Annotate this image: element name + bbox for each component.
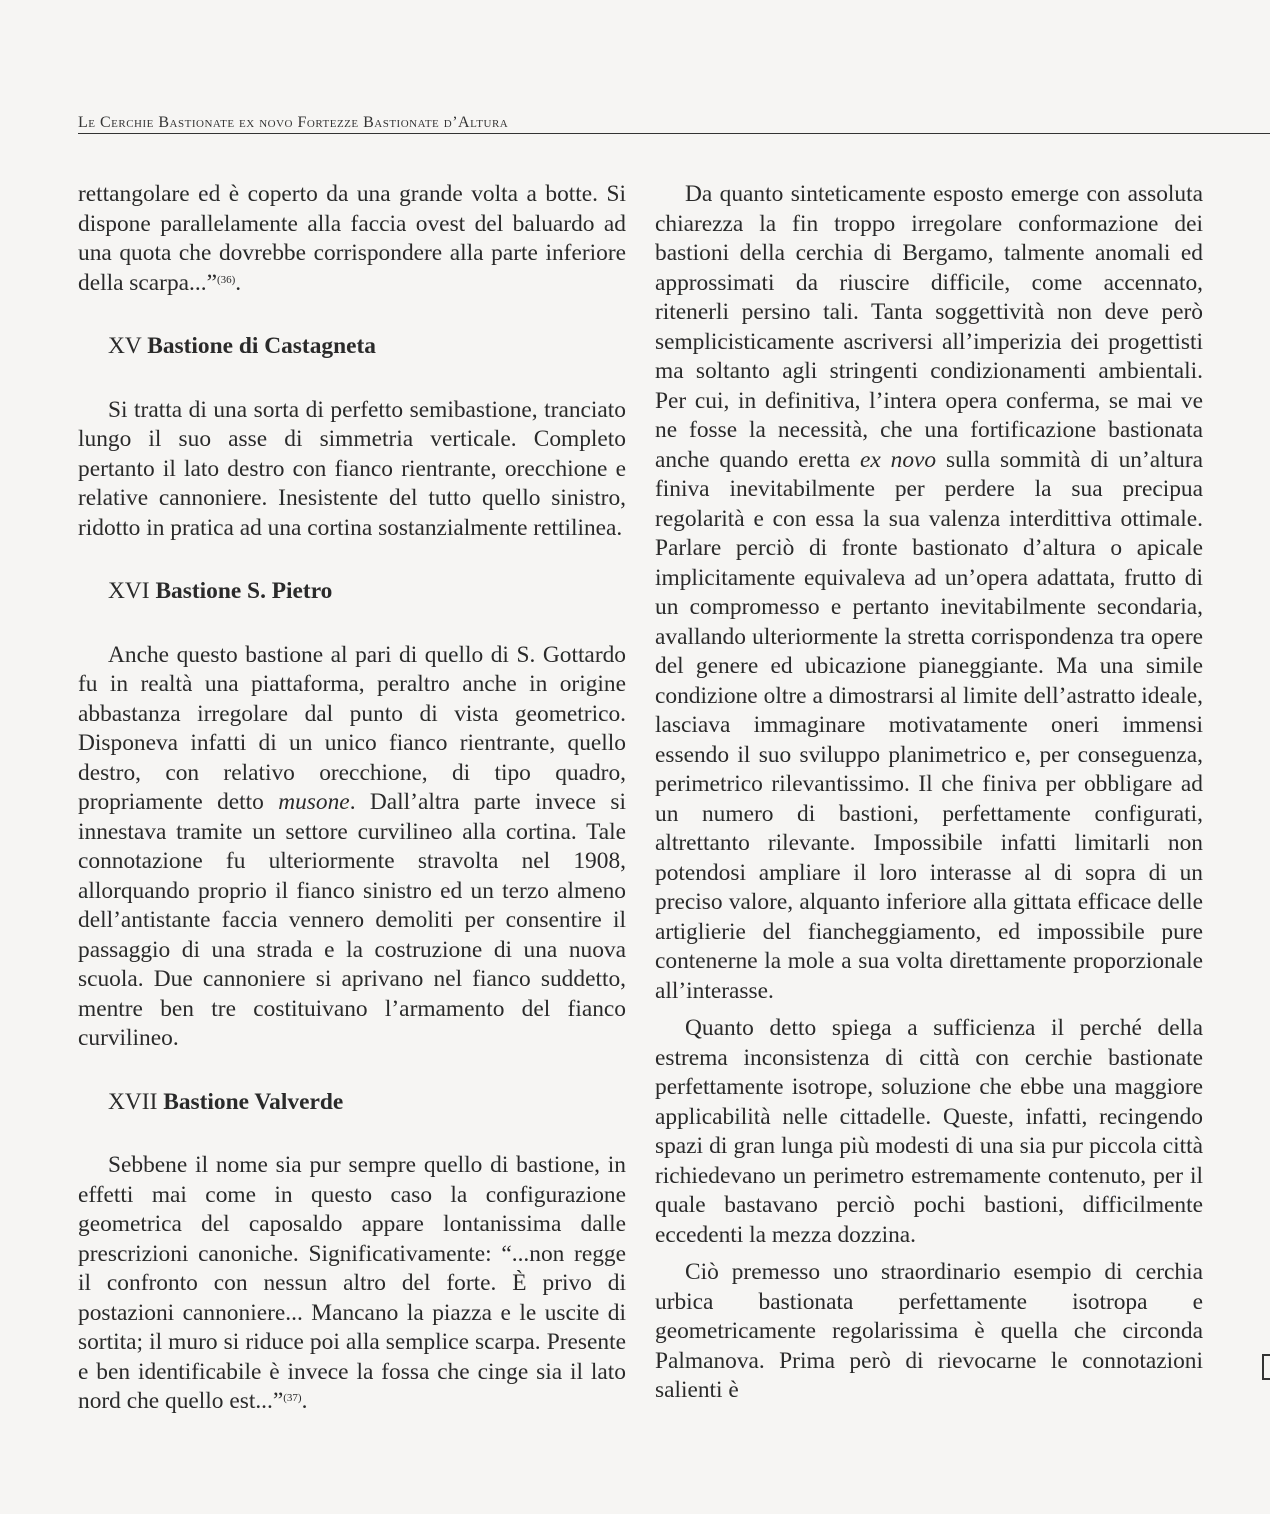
- paragraph: Da quanto sinteticamente esposto emerge con assoluta chiarezza la fin troppo irregolare conformazione dei bastioni della cerchia di Bergamo, talmente anomali ed approssimati da riuscire difficile, come accennato, ritenerli persino tali. Tanta soggettività non deve però semplicisticamente ascriversi all’imperizia dei progettisti ma soltanto agli stringenti condizionamenti ambientali. Per cui, in definitiva, l’intera opera conferma, se mai ve ne fosse la necessità, che una fortificazione bastionata anche quando eretta ex novo sulla sommità di un’altura finiva inevitabilmente per perdere la sua precipua regolarità e con essa la sua valenza interdittiva ottimale. Parlare perciò di fronte bastionato d’altura o apicale implicitamente equivaleva ad un’opera adattata, frutto di un compromesso e pertanto inevitabilmente secondaria, avallando ulteriormente la stretta corrispondenza tra opere del genere ed ubicazione pianeggiante. Ma una simile condizione oltre a dimostrarsi al limite dell’astratto ideale, lasciava immaginare motivatamente oneri immensi essendo il suo sviluppo planimetrico e, per conseguenza, perimetrico rilevantissimo. Il che finiva per obbligare ad un numero di bastioni, perfettamente configurati, altrettanto rilevante. Impossibile infatti limitarli non potendosi ampliare il loro interasse al di sopra di un preciso valore, alquanto inferiore alla gittata efficace delle artiglierie del fiancheggiamento, ed impossibile pure contenerne la mole a sua volta direttamente proporzionale all’interasse.: [655, 181, 1203, 1004]
- section-heading-xv: XV Bastione di Castagneta: [108, 333, 376, 359]
- section-heading-xvii: XVII Bastione Valverde: [108, 1088, 344, 1115]
- section-heading-xvi: XVI Bastione S. Pietro: [108, 578, 333, 604]
- paragraph: Anche questo bastione al pari di quello di S. Gottardo fu in realtà una piattaforma, peraltro anche in origine abbastanza irregolare dal punto di vista geometrico. Disponeva infatti di un unico fianco rientrante, quello destro, con relativo orecchione, di tipo quadro, propriamente detto musone. Dall’altra parte invece si innestava tramite un settore curvilineo alla cortina. Tale connotazione fu ulteriormente stravolta nel 1908, allorquando proprio il fianco sinistro ed un terzo almeno dell’antistante faccia vennero demoliti per consentire il passaggio di una strada e la costruzione di una nuova scuola. Due cannoniere si aprivano nel fianco suddetto, mentre ben tre costituivano l’armamento del fianco curvilineo.: [78, 641, 627, 1051]
- running-head: Le Cerchie Bastionate ex novo Fortezze Bastionate d’Altura: [78, 114, 509, 131]
- paragraph: rettangolare ed è coperto da una grande volta a botte. Si dispone parallelamente alla faccia ovest del baluardo ad una quota che dovrebbe corrispondere alla parte inferiore della scarpa...”$^{(36)}$.: [78, 181, 626, 296]
- footnote-ref: (37): [283, 1392, 302, 1404]
- paragraph: Quanto detto spiega a sufficienza il perché della estrema inconsistenza di città con cerchie bastionate perfettamente isotrope, soluzione che ebbe una maggiore applicabilità nelle cittadelle. Queste, infatti, recingendo spazi di gran lunga più modesti di una sia pur piccola città richiedevano un perimetro estremamente contenuto, per il quale bastavano perciò pochi bastioni, difficilmente eccedenti la mezza dozzina.: [655, 1015, 1203, 1248]
- paragraph: Sebbene il nome sia pur sempre quello di bastione, in effetti mai come in questo caso la configurazione geometrica del caposaldo appare lontanissima dalle prescrizioni canoniche. Significativamente: “...non regge il confronto con nessun altro del forte. È privo di postazioni cannoniere... Mancano la piazza e le uscite di sortita; il muro si riduce poi alla semplice scarpa. Presente e ben identificabile è invece la fossa che cinge sia il lato nord che quello est...”$^{(37)}$.: [78, 1152, 626, 1414]
- footnote-ref: (36): [216, 273, 236, 286]
- left-column: [78, 180, 626, 1417]
- paragraph: Si tratta di una sorta di perfetto semibastione, tranciato lungo il suo asse di simmetria verticale. Completo pertanto il lato destro con fianco rientrante, orecchione e relative cannoniere. Inesistente del tutto quello sinistro, ridotto in pratica ad una cortina sostanzialmente rettilinea.: [78, 396, 626, 541]
- header-rule: [78, 133, 1270, 134]
- paragraph: Ciò premesso uno straordinario esempio di cerchia urbica bastionata perfettamente isotropa e geometricamente regolarissima è quella che circonda Palmanova. Prima però di rievocarne le connotazioni salienti è: [655, 1259, 1203, 1403]
- page-edge-mark: [1262, 1354, 1270, 1380]
- right-column: [655, 180, 1203, 1406]
